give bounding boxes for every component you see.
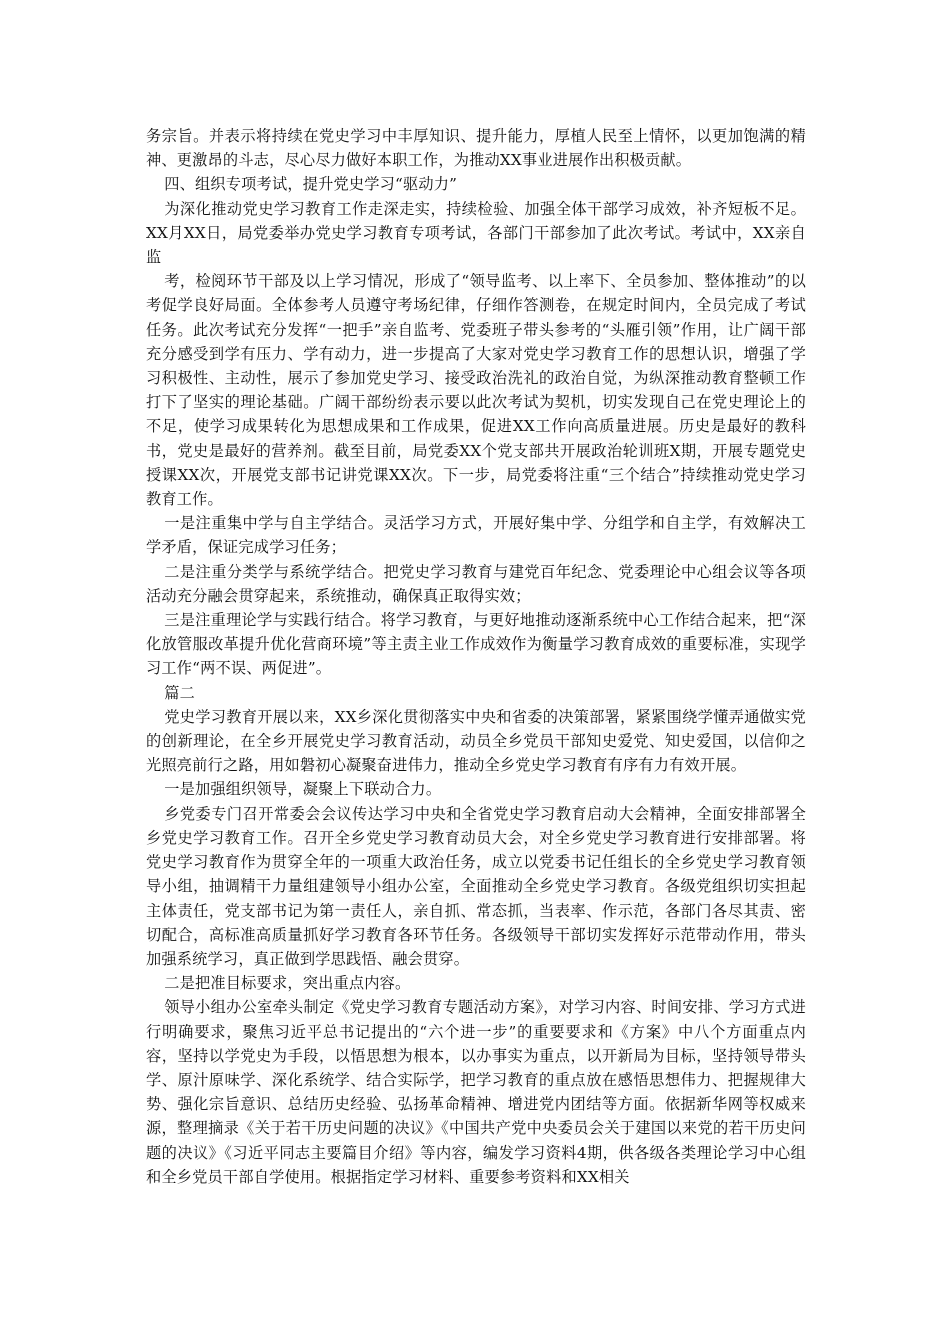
- document-body: [146, 124, 806, 1189]
- paragraph-exam-results: 考，检阅环节干部及以上学习情况，形成了“领导监考、以上率下、全员参加、整体推动”的以考促学良好局面。全体参考人员遵守考场纪律，仔细作答测卷，在规定时间内，全员完成了考试任务。此次考试充分发挥“一把手”亲自监考、党委班子带头参考的“头雁引领”作用，让广阔干部充分感受到学有压力、学有动力，进一步提高了大家对党史学习教育工作的思想认识，增强了学习积极性、主动性，展示了参加党史学习、接受政治洗礼的政治自觉，为纵深推动教育整顿工作打下了坚实的理论基础。广阔干部纷纷表示要以此次考试为契机，切实发现自己在党史理论上的不足，使学习成果转化为思想成果和工作成果，促进XX工作向高质量进展。历史是最好的教科书，党史是最好的营养剂。截至目前，局党委XX个党支部共开展政治轮训班X期，开展专题党史授课XX次，开展党支部书记讲党课XX次。下一步，局党委将注重“三个结合”持续推动党史学习教育工作。: [146, 272, 806, 509]
- paragraph-service-purpose: 务宗旨。并表示将持续在党史学习中丰厚知识、提升能力，厚植人民至上情怀，以更加饱满的精神、更激昂的斗志，尽心尽力做好本职工作，为推动XX事业进展作出积极贡献。: [146, 127, 806, 170]
- paragraph-combination-one: 一是注重集中学与自主学结合。灵活学习方式，开展好集中学、分组学和自主学，有效解决工学矛盾，保证完成学习任务；: [146, 514, 806, 557]
- paragraph-part-two-intro: 党史学习教育开展以来，XX乡深化贯彻落实中央和省委的决策部署，紧紧围绕学懂弄通做实党的创新理论，在全乡开展党史学习教育活动，动员全乡党员干部知史爱党、知史爱国，以信仰之光照亮前行之路，用如磐初心凝聚奋进伟力，推动全乡党史学习教育有序有力有效开展。: [146, 707, 806, 775]
- paragraph-exam-intro: 为深化推动党史学习教育工作走深走实，持续检验、加强全体干部学习成效，补齐短板不足。XX月XX日，局党委举办党史学习教育专项考试，各部门干部参加了此次考试。考试中，XX亲自监: [146, 199, 806, 267]
- section-heading-exam: 四、组织专项考试，提升党史学习“驱动力”: [164, 175, 458, 194]
- paragraph-combination-two: 二是注重分类学与系统学结合。把党史学习教育与建党百年纪念、党委理论中心组会议等各项活动充分融会贯穿起来，系统推动，确保真正取得实效；: [146, 562, 806, 605]
- paragraph-combination-three: 三是注重理论学与实践行结合。将学习教育，与更好地推动逐渐系统中心工作结合起来，把“深化放管服改革提升优化营商环境”等主责主业工作成效作为衡量学习教育成效的重要标准，实现学习工作“两不误、两促进”。: [146, 611, 806, 678]
- section-heading-part-two: 篇二: [164, 683, 196, 702]
- paragraph-leadership: 乡党委专门召开常委会会议传达学习中央和全省党史学习教育启动大会精神，全面安排部署全乡党史学习教育工作。召开全乡党史学习教育动员大会，对全乡党史学习教育进行安排部署。将党史学习教育作为贯穿全年的一项重大政治任务，成立以党委书记任组长的全乡党史学习教育领导小组，抽调精干力量组建领导小组办公室，全面推动全乡党史学习教育。各级党组织切实担起主体责任，党支部书记为第一责任人，亲自抓、常态抓，当表率、作示范，各部门各尽其责、密切配合，高标准高质量抓好学习教育各环节任务。各级领导干部切实发挥好示范带动作用，带头加强系统学习，真正做到学思践悟、融会贯穿。: [146, 804, 806, 968]
- section-heading-goals: 二是把准目标要求，突出重点内容。: [164, 974, 411, 993]
- section-heading-leadership: 一是加强组织领导，凝聚上下联动合力。: [164, 780, 442, 799]
- paragraph-goals: 领导小组办公室牵头制定《党史学习教育专题活动方案》，对学习内容、时间安排、学习方式进行明确要求，聚焦习近平总书记提出的“六个进一步”的重要要求和《方案》中八个方面重点内容，坚持以学党史为手段，以悟思想为根本，以办事实为重点，以开新局为目标，坚持领导带头学、原汁原味学、深化系统学、结合实际学，把学习教育的重点放在感悟思想伟力、把握规律大势、强化宗旨意识、总结历史经验、弘扬革命精神、增进党内团结等方面。依据新华网等权威来源，整理摘录《关于若干历史问题的决议》《中国共产党中央委员会关于建国以来党的若干历史问题的决议》《习近平同志主要篇目介绍》等内容，编发学习资料4期，供各级各类理论学习中心组和全乡党员干部自学使用。根据指定学习材料、重要参考资料和XX相关: [146, 998, 806, 1186]
